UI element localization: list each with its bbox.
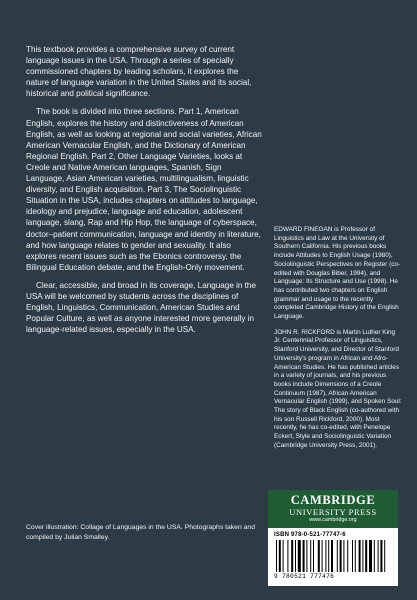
publisher-name: CAMBRIDGE bbox=[290, 493, 376, 507]
publisher-url: www.cambridge.org bbox=[309, 517, 357, 523]
description-text bbox=[26, 44, 262, 335]
author-bios bbox=[274, 226, 402, 458]
barcode-icon bbox=[274, 540, 392, 572]
barcode-digits: 9 780521 777476 bbox=[274, 573, 335, 580]
cover-illustration-caption: Cover illustration: Collage of Languages in the USA. Photographs taken and compiled by Julian Smalley. bbox=[26, 524, 255, 541]
barcode-area bbox=[268, 528, 398, 580]
isbn-label: ISBN 978-0-521-77747-6 bbox=[274, 532, 346, 538]
description-paragraph-3: Clear, accessible, and broad in its coverage, Language in the USA will be welcomed by students across the disciplines of English, Linguistics, Communication, American Studies and Popular Culture, as well as anyone interested more generally in language-related issues, especially in the USA. bbox=[26, 280, 256, 335]
publisher-block bbox=[268, 490, 398, 586]
publisher-logo bbox=[268, 490, 398, 528]
description-paragraph-1: This textbook provides a comprehensive survey of current language issues in the USA. Through a series of specially commissioned chapters by leading scholars, it explores the nature of language variation in the United States and its social, historical and political significance. bbox=[26, 45, 252, 99]
publisher-press: UNIVERSITY PRESS bbox=[289, 507, 377, 517]
bio-john-rickford: JOHN R. RICKFORD is Martin Luther King Jr. Centennial Professor of Linguistics, Stanford University, and Director of Stanford University's program in African and Afro-American Studies. He has published articles in a variety of journals, and his previous books include Dimensions of a Creole Continuum (1987), African American Vernacular English (1999), and Spoken Soul: The story of Black English (co-authored with his son Russell Rickford, 2000). Most recently, he has co-edited, with Penelope Eckert, Style and Sociolinguistic Variation (Cambridge University Press, 2001). bbox=[274, 328, 402, 449]
bio-edward-finegan: EDWARD FINEGAN is Professor of Linguistics and Law at the University of Southern California. His previous books include Attitudes to English Usage (1980), Sociolinguistic Perspectives on Register (co-edited with Douglas Biber, 1994), and Language: Its Structure and Use (1998). He has contributed two chapters on English grammar and usage to the recently completed Cambridge History of the English Language. bbox=[274, 226, 401, 321]
description-paragraph-2: The book is divided into three sections. Part 1, American English, explores the history and distinctiveness of American English, as well as looking at regional and social varieties, African American Vernacular English, and the Dictionary of American Regional English. Part 2, Other Language Varieties, looks at Creole and Native American languages, Spanish, Sign Language, Asian American varieties, multilingualism, linguistic diversity, and English acquisition. Part 3, The Sociolinguistic Situation in the USA, includes chapters on attitudes to language, ideology and prejudice, language and education, adolescent language, slang, Rap and Hip Hop, the language of cyberspace, doctor–patient communication, language and identity in literature, and how language relates to gender and sexuality. It also explores recent issues such as the Ebonics controversy, the Bilingual Education debate, and the English-Only movement. bbox=[26, 107, 262, 272]
